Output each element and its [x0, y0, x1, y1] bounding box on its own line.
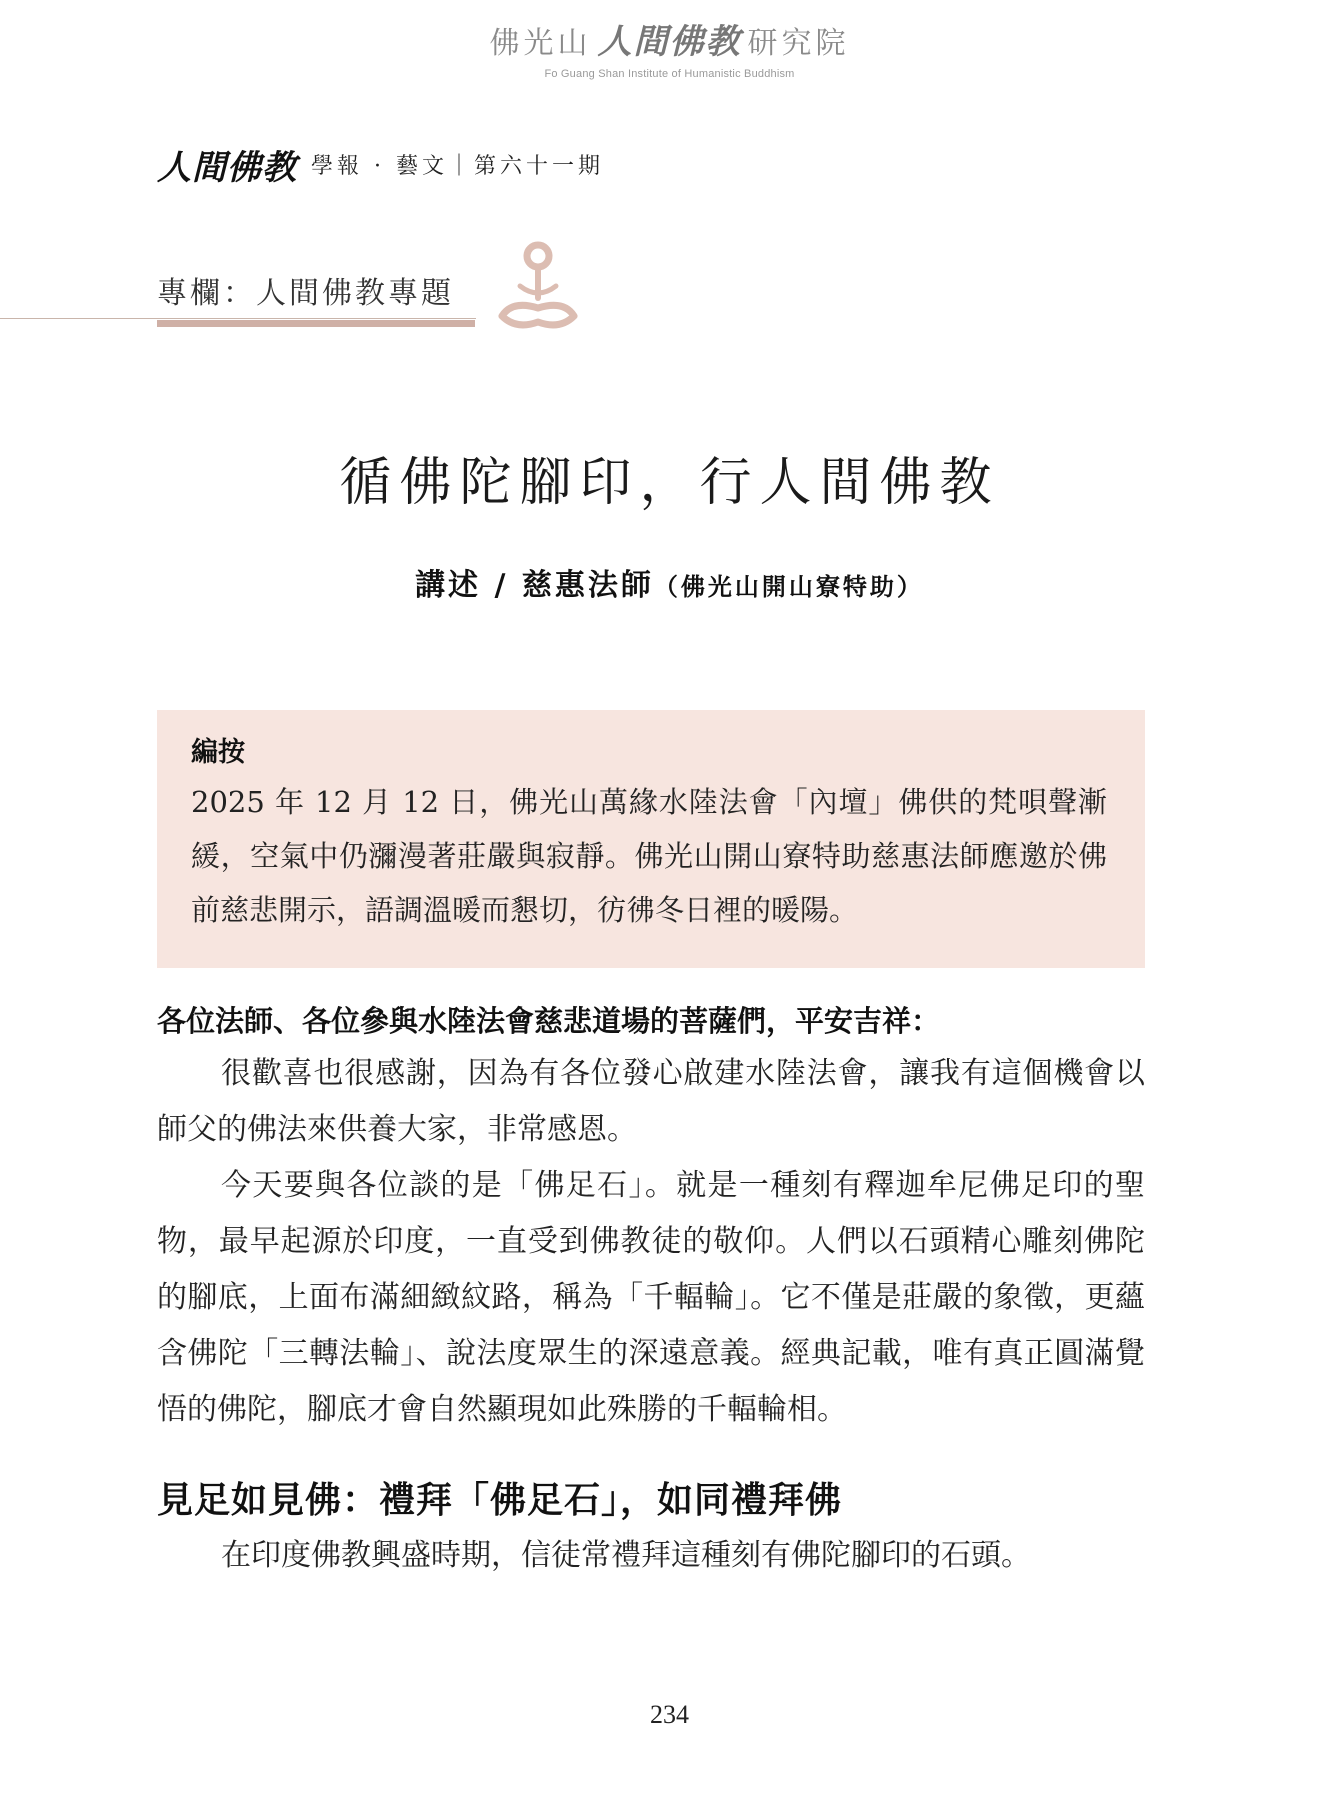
- byline-speaker: 講述 / 慈惠法師: [415, 568, 654, 603]
- salutation: 各位法師、各位參與水陸法會慈悲道場的菩薩們，平安吉祥：: [157, 1004, 941, 1038]
- body-paragraph: 今天要與各位談的是「佛足石」。就是一種刻有釋迦牟尼佛足印的聖物，最早起源於印度，一直受到佛教徒的敬仰。人們以石頭精心雕刻佛陀的腳底，上面布滿細緻紋路，稱為「千輻輪」。它不僅是莊嚴的象徵，更蘊含佛陀「三轉法輪」、說法度眾生的深遠意義。經典記載，唯有真正圓滿覺悟的佛陀，腳底才會自然顯現如此殊勝的千輻輪相。: [157, 1168, 1145, 1427]
- page-number: 234: [650, 1700, 689, 1729]
- journal-issue-info: 學報 · 藝文｜第六十一期: [311, 154, 604, 179]
- journal-header: [157, 140, 604, 189]
- body-paragraph: 在印度佛教興盛時期，信徒常禮拜這種刻有佛陀腳印的石頭。: [221, 1538, 1031, 1573]
- journal-brand-logo: 人間佛教: [157, 148, 297, 188]
- byline-affiliation: （佛光山開山寮特助）: [653, 572, 924, 601]
- column-label: 專欄：人間佛教專題: [157, 276, 454, 311]
- article-byline: [0, 560, 1339, 604]
- institute-prefix: 佛光山: [489, 26, 592, 61]
- article-body: [157, 996, 1145, 1584]
- editor-note-text: 2025 年 12 月 12 日，佛光山萬緣水陸法會「內壇」佛供的梵唄聲漸緩，空氣中仍瀰漫著莊嚴與寂靜。佛光山開山寮特助慈惠法師應邀於佛前慈悲開示，語調溫暖而懇切，彷彿冬日裡的暖陽。: [191, 785, 1107, 927]
- meditation-figure-icon: [490, 238, 590, 338]
- institute-name: [0, 22, 1339, 64]
- institute-suffix: 研究院: [747, 26, 850, 61]
- editor-note-box: [157, 710, 1145, 968]
- body-paragraph: 很歡喜也很感謝，因為有各位發心啟建水陸法會，讓我有這個機會以師父的佛法來供養大家，非常感恩。: [157, 1056, 1145, 1147]
- column-underline-bar: [157, 320, 475, 327]
- editor-note-heading: 編按: [191, 737, 245, 768]
- section-heading: 見足如見佛：禮拜「佛足石」，如同禮拜佛: [157, 1479, 843, 1521]
- institute-header: [0, 22, 1339, 80]
- column-divider-line: [0, 318, 476, 319]
- institute-english-name: Fo Guang Shan Institute of Humanistic Buddhism: [544, 68, 795, 80]
- article-title: 循佛陀腳印，行人間佛教: [339, 453, 1000, 513]
- institute-brand-logo: 人間佛教: [597, 22, 742, 62]
